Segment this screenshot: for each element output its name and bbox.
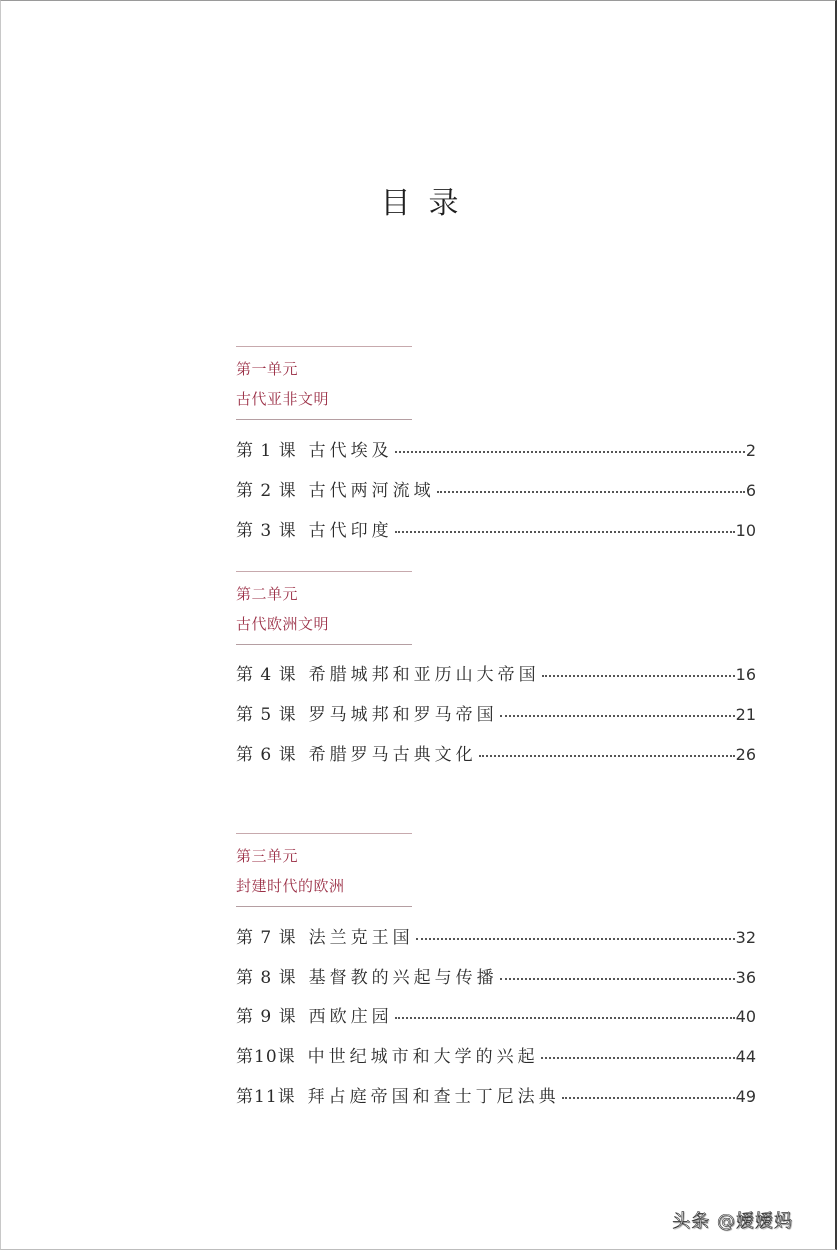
page-number: 40 bbox=[735, 1007, 756, 1026]
lesson-number: 第 5 课 bbox=[236, 705, 297, 725]
unit-number: 第三单元 bbox=[236, 847, 299, 865]
lesson-title: 基督教的兴起与传播 bbox=[308, 968, 498, 988]
lesson-number: 第10课 bbox=[236, 1047, 296, 1067]
dot-leader bbox=[395, 451, 745, 453]
page-number: 44 bbox=[735, 1047, 756, 1066]
page-number: 32 bbox=[735, 928, 756, 947]
lesson-number: 第 4 课 bbox=[236, 665, 297, 685]
unit-header-2 bbox=[236, 571, 412, 645]
lesson-title: 希腊城邦和亚历山大帝国 bbox=[308, 665, 540, 685]
lesson-title: 法兰克王国 bbox=[308, 928, 414, 948]
lesson-number: 第11课 bbox=[236, 1087, 296, 1107]
toc-entry-lesson-8[interactable] bbox=[236, 963, 756, 987]
unit-number: 第二单元 bbox=[236, 585, 299, 603]
unit-name: 古代亚非文明 bbox=[236, 390, 330, 408]
page-number: 16 bbox=[735, 665, 756, 684]
lesson-title: 古代印度 bbox=[308, 521, 393, 541]
dot-leader bbox=[395, 1017, 735, 1019]
dot-leader bbox=[479, 755, 735, 757]
unit-number: 第一单元 bbox=[236, 360, 299, 378]
lesson-number: 第 6 课 bbox=[236, 745, 297, 765]
unit-name: 古代欧洲文明 bbox=[236, 615, 330, 633]
unit-bottom-rule bbox=[236, 419, 412, 420]
toc-entry-lesson-1[interactable] bbox=[236, 436, 756, 460]
page-number: 26 bbox=[735, 745, 756, 764]
lesson-title: 中世纪城市和大学的兴起 bbox=[307, 1047, 539, 1067]
watermark: 头条 @嫒嫒妈 bbox=[672, 1211, 793, 1232]
toc-entry-lesson-10[interactable] bbox=[236, 1042, 756, 1066]
page-number: 21 bbox=[735, 705, 756, 724]
dot-leader bbox=[500, 978, 735, 980]
lesson-number: 第 8 课 bbox=[236, 968, 297, 988]
toc-entry-lesson-9[interactable] bbox=[236, 1002, 756, 1026]
page-number: 36 bbox=[735, 968, 756, 987]
lesson-number: 第 3 课 bbox=[236, 521, 297, 541]
toc-entry-lesson-3[interactable] bbox=[236, 516, 756, 540]
lesson-title: 拜占庭帝国和查士丁尼法典 bbox=[307, 1087, 560, 1107]
lesson-number: 第 7 课 bbox=[236, 928, 297, 948]
dot-leader bbox=[416, 938, 735, 940]
page-title: 目录 bbox=[380, 186, 477, 221]
lesson-number: 第 2 课 bbox=[236, 481, 297, 501]
unit-header-1 bbox=[236, 346, 412, 420]
dot-leader bbox=[541, 1057, 735, 1059]
lesson-title: 希腊罗马古典文化 bbox=[308, 745, 477, 765]
unit-header-3 bbox=[236, 833, 412, 907]
lesson-title: 古代两河流域 bbox=[308, 481, 435, 501]
lesson-number: 第 9 课 bbox=[236, 1007, 297, 1027]
dot-leader bbox=[395, 531, 735, 533]
toc-entry-lesson-2[interactable] bbox=[236, 476, 756, 500]
dot-leader bbox=[542, 675, 735, 677]
toc-entry-lesson-5[interactable] bbox=[236, 700, 756, 724]
toc-entry-lesson-11[interactable] bbox=[236, 1082, 756, 1106]
toc-entry-lesson-4[interactable] bbox=[236, 660, 756, 684]
lesson-title: 西欧庄园 bbox=[308, 1007, 393, 1027]
unit-name: 封建时代的欧洲 bbox=[236, 877, 345, 895]
page-number: 6 bbox=[745, 481, 756, 500]
lesson-title: 罗马城邦和罗马帝国 bbox=[308, 705, 498, 725]
page-number: 10 bbox=[735, 521, 756, 540]
dot-leader bbox=[500, 715, 735, 717]
dot-leader bbox=[562, 1097, 735, 1099]
unit-top-rule bbox=[236, 833, 412, 834]
lesson-title: 古代埃及 bbox=[308, 441, 393, 461]
dot-leader bbox=[437, 491, 745, 493]
unit-bottom-rule bbox=[236, 906, 412, 907]
page-number: 2 bbox=[745, 441, 756, 460]
unit-bottom-rule bbox=[236, 644, 412, 645]
page-number: 49 bbox=[735, 1087, 756, 1106]
unit-top-rule bbox=[236, 571, 412, 572]
toc-entry-lesson-6[interactable] bbox=[236, 740, 756, 764]
lesson-number: 第 1 课 bbox=[236, 441, 297, 461]
toc-entry-lesson-7[interactable] bbox=[236, 923, 756, 947]
unit-top-rule bbox=[236, 346, 412, 347]
